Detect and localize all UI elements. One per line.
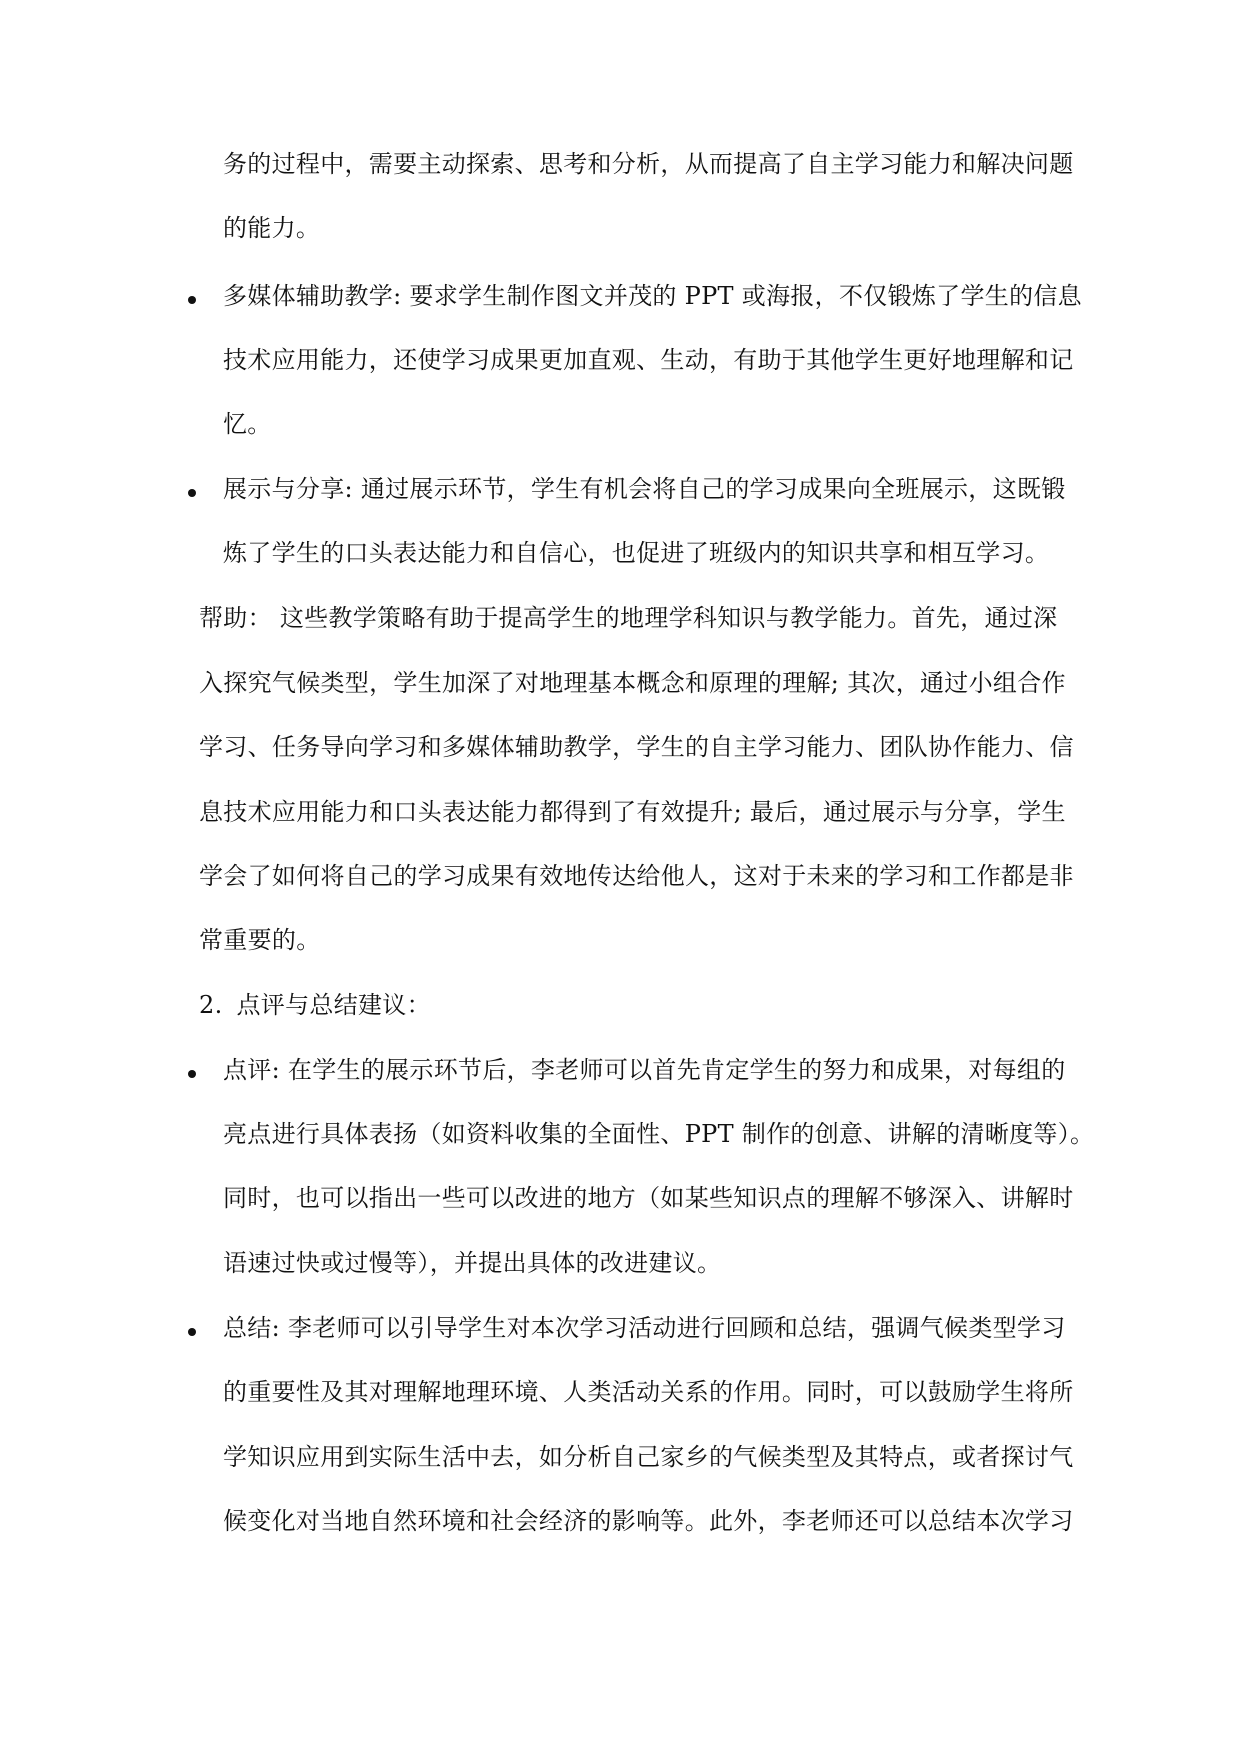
heading-text: 点评与总结建议： bbox=[236, 991, 431, 1019]
list-item-line: 炼了学生的口头表达能力和自信心，也促进了班级内的知识共享和相互学习。 bbox=[223, 539, 1050, 567]
bullet-marker bbox=[188, 296, 196, 304]
list-item-line: 候变化对当地自然环境和社会经济的影响等。此外，李老师还可以总结本次学习 bbox=[223, 1507, 1074, 1535]
paragraph-line: 常重要的。 bbox=[199, 926, 321, 954]
list-item-line: 同时，也可以指出一些可以改进的地方（如某些知识点的理解不够深入、讲解时 bbox=[223, 1184, 1074, 1212]
list-item-line: 忆。 bbox=[223, 410, 272, 438]
bullet-marker bbox=[188, 489, 196, 497]
list-item-line: 学知识应用到实际生活中去，如分析自己家乡的气候类型及其特点，或者探讨气 bbox=[223, 1443, 1074, 1471]
paragraph-line: 息技术应用能力和口头表达能力都得到了有效提升; 最后，通过展示与分享，学生 bbox=[199, 798, 1066, 826]
bullet-marker bbox=[188, 1328, 196, 1336]
paragraph-line: 学习、任务导向学习和多媒体辅助教学，学生的自主学习能力、团队协作能力、信 bbox=[199, 733, 1074, 761]
list-item-line: 展示与分享: 通过展示环节，学生有机会将自己的学习成果向全班展示，这既锻 bbox=[223, 475, 1066, 503]
list-item-line: 总结: 李老师可以引导学生对本次学习活动进行回顾和总结，强调气候类型学习 bbox=[223, 1314, 1066, 1342]
numbered-heading bbox=[199, 989, 431, 1021]
text-line: 务的过程中，需要主动探索、思考和分析，从而提高了自主学习能力和解决问题 bbox=[223, 150, 1074, 178]
list-item-line: 的重要性及其对理解地理环境、人类活动关系的作用。同时，可以鼓励学生将所 bbox=[223, 1378, 1074, 1406]
text-line: 的能力。 bbox=[223, 214, 321, 242]
paragraph-line: 学会了如何将自己的学习成果有效地传达给他人，这对于未来的学习和工作都是非 bbox=[199, 862, 1074, 890]
bullet-marker bbox=[188, 1070, 196, 1078]
list-item-line: 技术应用能力，还使学习成果更加直观、生动，有助于其他学生更好地理解和记 bbox=[223, 346, 1074, 374]
list-item-line: 多媒体辅助教学: 要求学生制作图文并茂的 PPT 或海报，不仅锻炼了学生的信息 bbox=[223, 282, 1082, 310]
list-item-line: 语速过快或过慢等），并提出具体的改进建议。 bbox=[223, 1249, 722, 1277]
list-item-line: 亮点进行具体表扬（如资料收集的全面性、PPT 制作的创意、讲解的清晰度等）。 bbox=[223, 1120, 1095, 1148]
paragraph-line: 入探究气候类型，学生加深了对地理基本概念和原理的理解; 其次，通过小组合作 bbox=[199, 669, 1066, 697]
paragraph-line: 帮助： 这些教学策略有助于提高学生的地理学科知识与教学能力。首先，通过深 bbox=[199, 604, 1058, 632]
heading-number: 2. bbox=[199, 991, 223, 1019]
list-item-line: 点评: 在学生的展示环节后，李老师可以首先肯定学生的努力和成果，对每组的 bbox=[223, 1056, 1066, 1084]
